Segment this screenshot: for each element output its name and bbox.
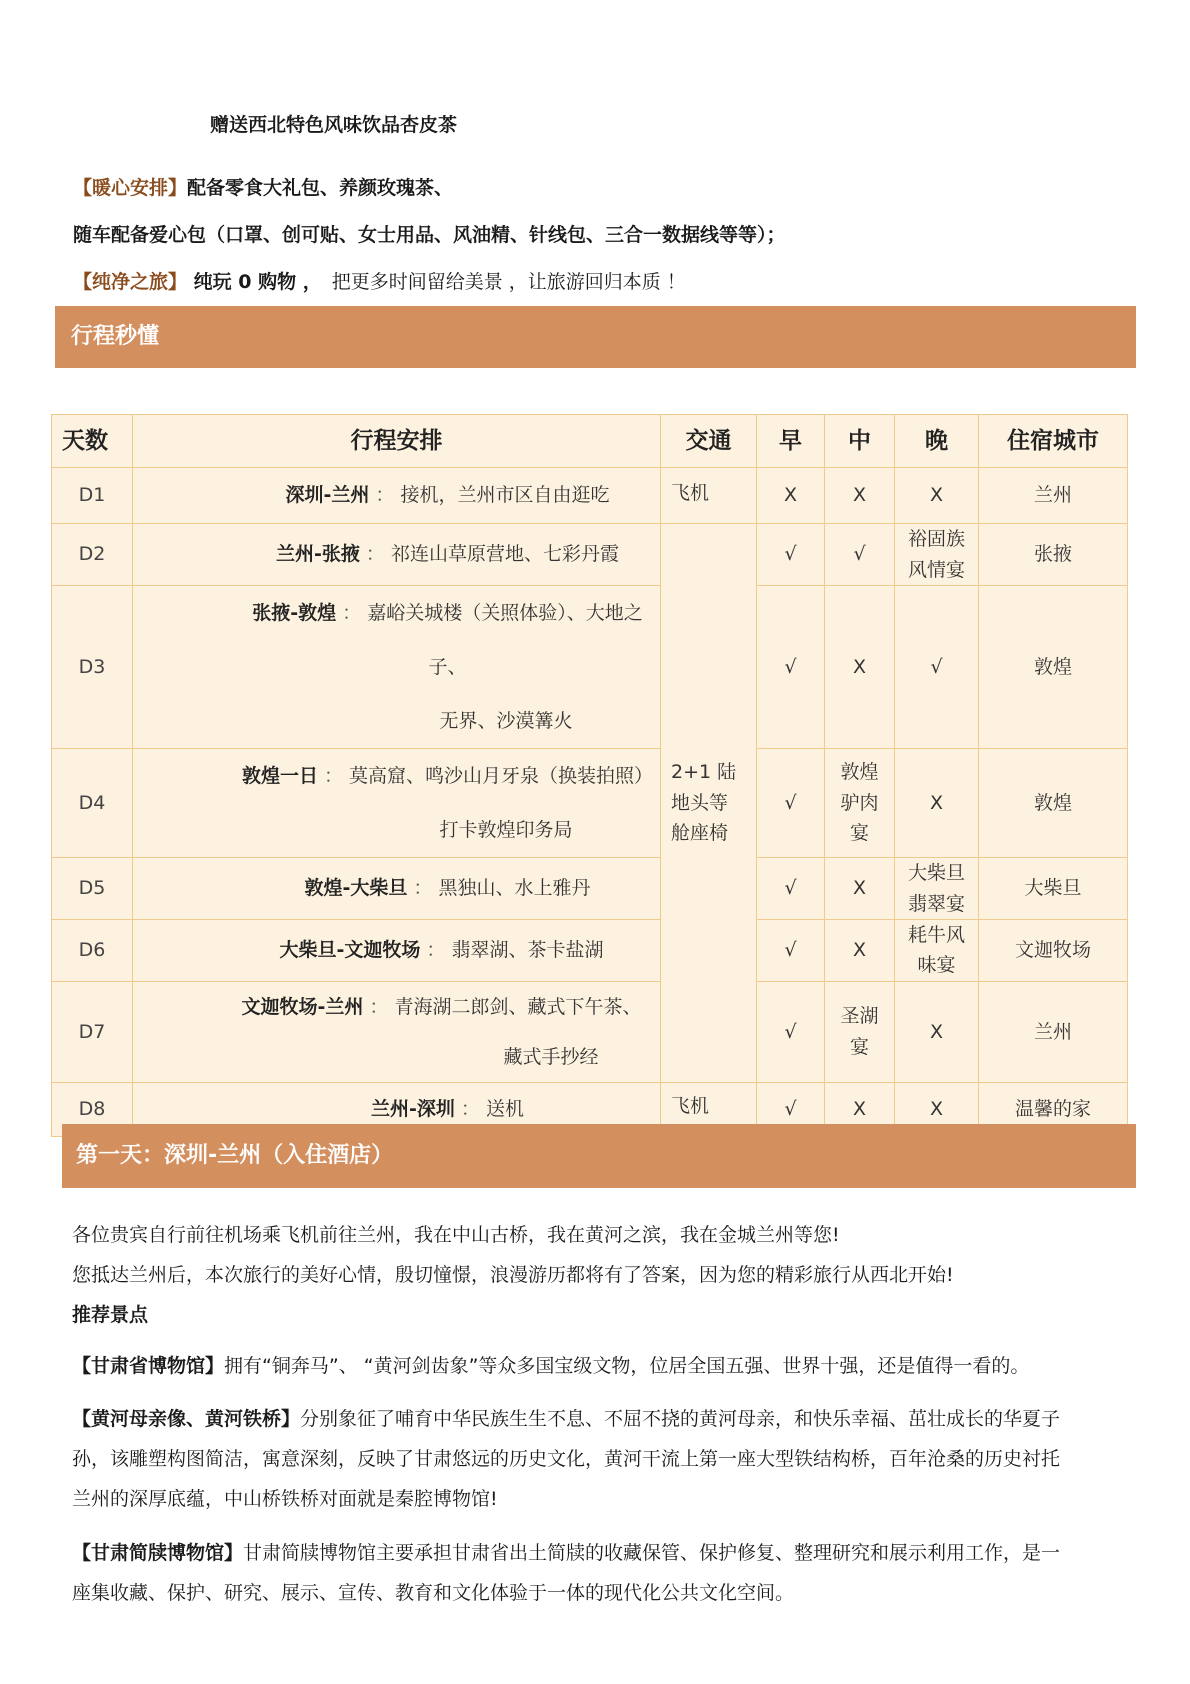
itinerary-desc-2: 无界、沙漠篝火 <box>439 710 573 732</box>
itinerary-desc-2: 藏式手抄经 <box>503 1045 599 1068</box>
breakfast-cell: √ <box>757 524 825 586</box>
separator: ： <box>336 602 362 624</box>
itinerary-desc: 送机 <box>485 1098 524 1121</box>
route: 敦煌一日 <box>241 765 318 787</box>
spot-text: 拥有“铜奔马”、 “黄河剑齿象”等众多国宝级文物，位居全国五强、世界十强，还是值得一看的。 <box>224 1355 1030 1377</box>
header-breakfast: 早 <box>757 415 825 468</box>
recommended-heading: 推荐景点 <box>72 1304 149 1326</box>
dinner-cell: √ <box>895 586 979 749</box>
warm-text: 配备零食大礼包、养颜玫瑰茶、 <box>187 177 454 199</box>
lunch-cell: X <box>825 920 895 982</box>
day1-content <box>72 1215 1132 1613</box>
lunch-cell: 圣湖 宴 <box>825 981 895 1082</box>
itinerary-cell <box>133 524 661 586</box>
transport-cell: 飞机 <box>661 468 757 524</box>
itinerary-cell <box>133 749 661 858</box>
header-day: 天数 <box>52 415 133 468</box>
spot-label: 【黄河母亲像、黄河铁桥】 <box>72 1408 301 1430</box>
section-banner-day1: 第一天：深圳-兰州（入住酒店） <box>62 1124 1136 1188</box>
transport-cell: 飞机 <box>661 1082 757 1136</box>
route: 大柴旦-文迦牧场 <box>279 939 421 962</box>
day-cell: D8 <box>52 1082 133 1136</box>
spot-gansu-museum <box>72 1347 1132 1385</box>
lunch-cell: 敦煌 驴肉 宴 <box>825 749 895 858</box>
separator: ： <box>407 877 433 900</box>
itinerary-desc: 接机，兰州市区自由逛吃 <box>400 484 610 507</box>
itinerary-desc: 翡翠湖、茶卡盐湖 <box>451 939 604 962</box>
itinerary-desc: 莫高窟、鸣沙山月牙泉（换装拍照） <box>349 765 654 787</box>
itinerary-desc: 嘉峪关城楼（关照体验）、大地之子、 <box>367 602 643 678</box>
day-cell: D7 <box>52 981 133 1082</box>
separator: ： <box>369 484 395 507</box>
itinerary-cell <box>133 858 661 920</box>
header-transport: 交通 <box>661 415 757 468</box>
stay-cell: 张掖 <box>979 524 1128 586</box>
day1-paragraph-1: 各位贵宾自行前往机场乘飞机前往兰州，我在中山古桥，我在黄河之滨，我在金城兰州等您! <box>72 1224 840 1246</box>
breakfast-cell: √ <box>757 1082 825 1136</box>
itinerary-table <box>51 414 1128 1137</box>
itinerary-cell <box>133 468 661 524</box>
route: 张掖-敦煌 <box>252 602 337 624</box>
itinerary-desc: 祁连山草原营地、七彩丹霞 <box>390 543 619 566</box>
day-cell: D2 <box>52 524 133 586</box>
spot-text-line: 座集收藏、保护、研究、展示、宣传、教育和文化体验于一体的现代化公共文化空间。 <box>72 1582 795 1604</box>
lunch-cell: X <box>825 586 895 749</box>
transport-cell-shared: 2+1 陆 地头等 舱座椅 <box>661 524 757 1083</box>
spot-text-line: 孙，该雕塑构图简洁，寓意深刻，反映了甘肃悠远的历史文化，黄河干流上第一座大型铁结构桥，百年沧桑的历史衬托 <box>72 1448 1061 1470</box>
table-row <box>52 981 1128 1082</box>
pure-rest: 把更多时间留给美景 ，让旅游回归本质 ！ <box>331 271 686 293</box>
separator: ： <box>363 995 389 1018</box>
dinner-cell: 耗牛风 味宴 <box>895 920 979 982</box>
day-cell: D4 <box>52 749 133 858</box>
route: 深圳-兰州 <box>285 484 370 507</box>
separator: ： <box>454 1098 480 1121</box>
day-cell: D5 <box>52 858 133 920</box>
stay-cell: 兰州 <box>979 981 1128 1082</box>
stay-cell: 敦煌 <box>979 586 1128 749</box>
table-row <box>52 920 1128 982</box>
dinner-cell: X <box>895 749 979 858</box>
pure-bold: 纯玩 0 购物 ， <box>187 271 322 293</box>
lunch-cell: X <box>825 468 895 524</box>
breakfast-cell: X <box>757 468 825 524</box>
spot-label: 【甘肃简牍博物馆】 <box>72 1542 244 1564</box>
route: 文迦牧场-兰州 <box>241 995 364 1018</box>
spot-text: 分别象征了哺育中华民族生生不息、不屈不挠的黄河母亲，和快乐幸福、茁壮成长的华夏子 <box>300 1408 1061 1430</box>
spot-label: 【甘肃省博物馆】 <box>72 1355 225 1377</box>
lunch-cell: √ <box>825 524 895 586</box>
header-dinner: 晚 <box>895 415 979 468</box>
lunch-cell: X <box>825 858 895 920</box>
section-banner-itinerary: 行程秒懂 <box>55 306 1136 368</box>
care-bag-line: 随车配备爱心包（口罩、创可贴、女士用品、风油精、针线包、三合一数据线等等）； <box>73 224 786 246</box>
table-row <box>52 586 1128 749</box>
separator: ： <box>420 939 446 962</box>
spot-bamboo-slips-museum <box>72 1533 1132 1613</box>
stay-cell: 敦煌 <box>979 749 1128 858</box>
breakfast-cell: √ <box>757 586 825 749</box>
dinner-cell: X <box>895 468 979 524</box>
header-stay-city: 住宿城市 <box>979 415 1128 468</box>
itinerary-desc: 黑独山、水上雅丹 <box>438 877 591 900</box>
breakfast-cell: √ <box>757 981 825 1082</box>
breakfast-cell: √ <box>757 920 825 982</box>
dinner-cell: 大柴旦 翡翠宴 <box>895 858 979 920</box>
stay-cell: 兰州 <box>979 468 1128 524</box>
table-row <box>52 749 1128 858</box>
day-cell: D1 <box>52 468 133 524</box>
day1-paragraph-2: 您抵达兰州后，本次旅行的美好心情，殷切憧憬，浪漫游历都将有了答案，因为您的精彩旅行从西北开始! <box>72 1264 954 1286</box>
gift-line: 赠送西北特色风味饮品杏皮茶 <box>210 114 458 136</box>
day-cell: D6 <box>52 920 133 982</box>
itinerary-desc-2: 打卡敦煌印务局 <box>439 819 573 841</box>
day-cell: D3 <box>52 586 133 749</box>
warm-arrangement <box>73 173 453 200</box>
itinerary-desc: 青海湖二郎剑、藏式下午茶、 <box>394 995 642 1018</box>
spot-text: 甘肃简牍博物馆主要承担甘肃省出土简牍的收藏保管、保护修复、整理研究和展示利用工作，是一 <box>243 1542 1061 1564</box>
stay-cell: 温馨的家 <box>979 1082 1128 1136</box>
itinerary-cell <box>133 920 661 982</box>
pure-label: 【纯净之旅】 <box>73 271 188 293</box>
itinerary-cell <box>133 586 661 749</box>
breakfast-cell: √ <box>757 858 825 920</box>
table-row <box>52 858 1128 920</box>
table-row <box>52 524 1128 586</box>
separator: ： <box>359 543 385 566</box>
itinerary-cell <box>133 981 661 1082</box>
stay-cell: 文迦牧场 <box>979 920 1128 982</box>
route: 兰州-张掖 <box>276 543 360 566</box>
separator: ： <box>317 765 343 787</box>
dinner-cell: X <box>895 1082 979 1136</box>
pure-trip <box>73 267 686 294</box>
spot-text-line: 兰州的深厚底蕴，中山桥铁桥对面就是秦腔博物馆! <box>72 1488 498 1510</box>
table-row <box>52 468 1128 524</box>
breakfast-cell: √ <box>757 749 825 858</box>
route: 兰州-深圳 <box>371 1098 455 1121</box>
table-header-row <box>52 415 1128 468</box>
spot-yellow-river <box>72 1399 1132 1519</box>
header-itinerary: 行程安排 <box>133 415 661 468</box>
dinner-cell: X <box>895 981 979 1082</box>
warm-label: 【暖心安排】 <box>73 177 188 199</box>
route: 敦煌-大柴旦 <box>304 877 408 900</box>
lunch-cell: X <box>825 1082 895 1136</box>
header-lunch: 中 <box>825 415 895 468</box>
stay-cell: 大柴旦 <box>979 858 1128 920</box>
dinner-cell: 裕固族 风情宴 <box>895 524 979 586</box>
